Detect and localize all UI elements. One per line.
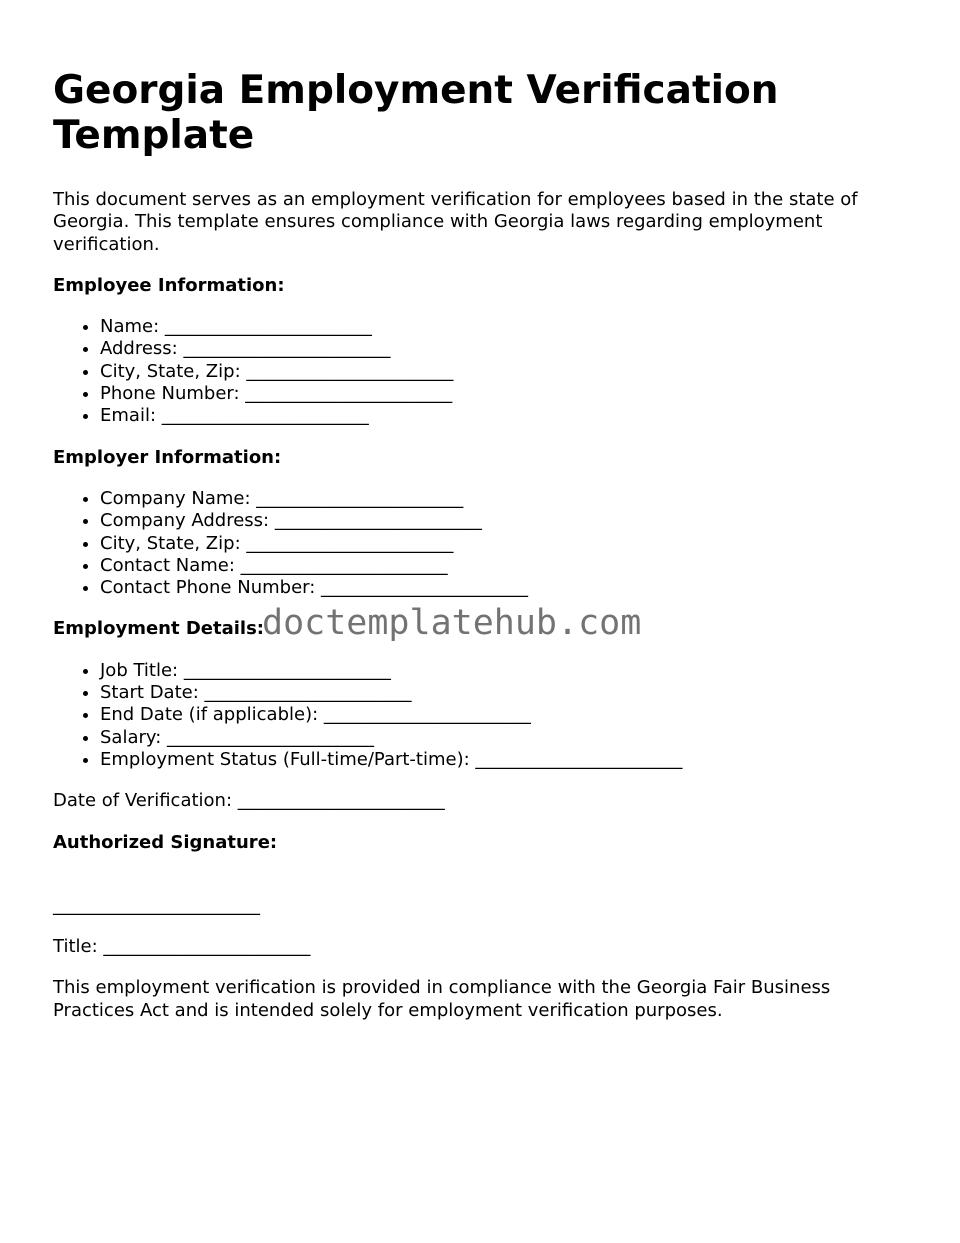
job-title-field: • Job Title: _______________________ [100, 660, 913, 682]
employee-email-field: • Email: _______________________ [100, 405, 913, 427]
document-title: Georgia Employment Verification Template [53, 68, 779, 158]
employer-city-state-zip-field: • City, State, Zip: _______________________ [100, 533, 913, 555]
employee-city-state-zip-field: • City, State, Zip: _______________________ [100, 361, 913, 383]
signature-line: _______________________ [53, 894, 260, 916]
document-page [53, 68, 913, 1022]
employer-info-list [53, 488, 913, 599]
employment-details-heading: Employment Details: [53, 618, 265, 640]
employee-info-list [53, 316, 913, 427]
employment-status-field: • Employment Status (Full-time/Part-time): _______________________ [100, 749, 913, 771]
date-of-verification-field: Date of Verification: _______________________ [53, 790, 445, 812]
intro-paragraph: This document serves as an employment verification for employees based in the state of Georgia. This template ensures compliance with Georgia laws regarding employment verification. [53, 189, 858, 255]
employee-info-heading: Employee Information: [53, 274, 285, 296]
salary-field: • Salary: _______________________ [100, 727, 913, 749]
employer-info-heading: Employer Information: [53, 446, 282, 468]
company-name-field: • Company Name: _______________________ [100, 488, 913, 510]
company-address-field: • Company Address: _______________________ [100, 510, 913, 532]
watermark-text: doctemplatehub.com [262, 603, 642, 643]
contact-phone-field: • Contact Phone Number: _______________________ [100, 577, 913, 599]
authorized-signature-heading: Authorized Signature: [53, 831, 278, 853]
footer-paragraph: This employment verification is provided in compliance with the Georgia Fair Business Practices Act and is intended solely for employment verification purposes. [53, 977, 831, 1021]
employment-details-list [53, 660, 913, 771]
start-date-field: • Start Date: _______________________ [100, 682, 913, 704]
employee-phone-field: • Phone Number: _______________________ [100, 383, 913, 405]
employee-name-field: • Name: _______________________ [100, 316, 913, 338]
contact-name-field: • Contact Name: _______________________ [100, 555, 913, 577]
end-date-field: • End Date (if applicable): _______________________ [100, 704, 913, 726]
signature-title-field: Title: _______________________ [53, 936, 311, 958]
employee-address-field: • Address: _______________________ [100, 338, 913, 360]
